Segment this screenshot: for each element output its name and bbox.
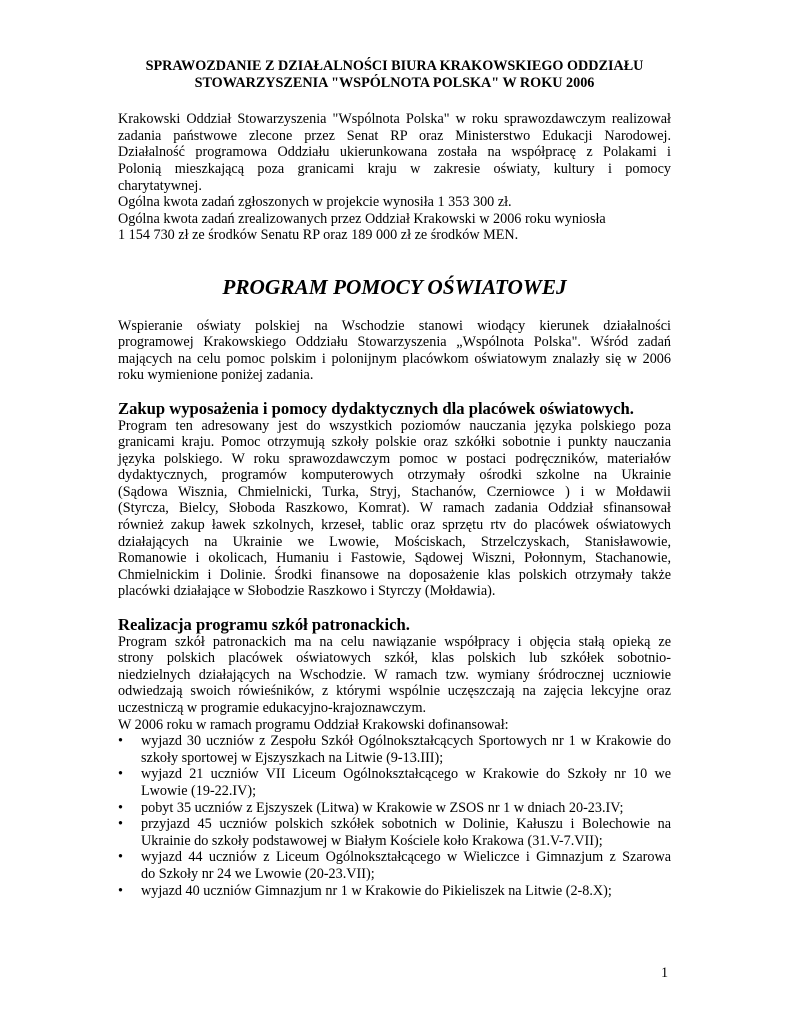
title-line-1: SPRAWOZDANIE Z DZIAŁALNOŚCI BIURA KRAKOWSKIEGO ODDZIAŁU (145, 58, 644, 74)
program-line: Wspieranie oświaty polskiej na Wschodzie stanowi wiodący kierunek działalności (118, 317, 671, 334)
list-item (118, 816, 671, 849)
document-page (118, 58, 671, 899)
list-item (118, 766, 671, 799)
intro-line: charytatywnej. (118, 177, 202, 194)
section-patronage-line: niedzielnych działających na Wschodzie. W ramach tzw. wymiany śródrocznej uczniowie (118, 666, 671, 683)
list-item (118, 849, 671, 882)
section-patronage-intro-line: W 2006 roku w ramach programu Oddział Krakowski dofinansował: (118, 716, 509, 733)
program-line: mających na celu pomoc polskim i polonijnym placówkom oświatowym znalazły się w 2006 (118, 350, 671, 367)
exchange-list (118, 733, 671, 899)
section-equipment-line: języka polskiego. W roku sprawozdawczym pomoc w postaci podręczników, materiałów (118, 450, 671, 467)
list-item-line: pobyt 35 uczniów z Ejszyszek (Litwa) w Krakowie w ZSOS nr 1 w dniach 20-23.IV; (141, 799, 624, 816)
list-item-line: Ukrainie do szkoły podstawowej w Białym Kościele koło Krakowa (31.V-7.VII); (141, 832, 603, 849)
section-patronage-paragraph (118, 634, 671, 734)
funding-sources-line: 1 154 730 zł ze środków Senatu RP oraz 189 000 zł ze środków MEN. (118, 227, 519, 244)
program-paragraph (118, 318, 671, 384)
list-item-line: do Szkoły nr 24 we Lwowie (20-23.VII); (141, 865, 375, 882)
list-item-line: Lwowie (19-22.IV); (141, 782, 257, 799)
list-item (118, 733, 671, 766)
section-equipment-line: dydaktycznych, programów komputerowych otrzymały ośrodki szkolne na Ukrainie (118, 467, 671, 484)
section-equipment-heading: Zakup wyposażenia i pomocy dydaktycznych dla placówek oświatowych. (118, 398, 634, 418)
bullet-icon: • (118, 816, 123, 833)
bullet-icon: • (118, 882, 123, 899)
list-item (118, 883, 671, 900)
section-equipment-line: działających na Ukrainie we Lwowie, Mościskach, Strzelczyskach, Stanisławowie, (118, 533, 671, 550)
bullet-icon: • (118, 766, 123, 783)
total-declared-line: Ogólna kwota zadań zgłoszonych w projekcie wynosiła 1 353 300 zł. (118, 194, 512, 211)
program-line: programowej Krakowskiego Oddziału Stowarzyszenia „Wspólnota Polska". Wśród zadań (118, 334, 671, 351)
list-item-line: wyjazd 40 uczniów Gimnazjum nr 1 w Krakowie do Pikieliszek na Litwie (2-8.X); (141, 882, 612, 899)
page-number: 1 (661, 965, 669, 981)
intro-line: Krakowski Oddział Stowarzyszenia "Wspólnota Polska" w roku sprawozdawczym realizował (118, 111, 671, 128)
intro-paragraph (118, 111, 671, 244)
section-equipment-line: placówki działające w Słobodzie Raszkowo i Styrczy (Mołdawia). (118, 583, 496, 600)
section-patronage-line: odwiedzają swoich rówieśników, z którymi wspólnie uczęszczają na zajęcia lekcyjne oraz (118, 683, 671, 700)
section-patronage-heading: Realizacja programu szkół patronackich. (118, 615, 410, 635)
total-realized-line: Ogólna kwota zadań zrealizowanych przez Oddział Krakowski w 2006 roku wyniosła (118, 210, 606, 227)
bullet-icon: • (118, 849, 123, 866)
list-item-line: wyjazd 30 uczniów z Zespołu Szkół Ogólnokształcących Sportowych nr 1 w Krakowie do (141, 733, 671, 750)
list-item-line: wyjazd 44 uczniów z Liceum Ogólnokształcącego w Wieliczce i Gimnazjum z Szarowa (141, 849, 671, 866)
intro-line: zadania państwowe zlecone przez Senat RP oraz Ministerstwo Edukacji Narodowej. (118, 127, 671, 144)
section-patronage-line: uczestniczą w programie edukacyjno-krajoznawczym. (118, 700, 427, 716)
intro-line: Działalność programowa Oddziału ukierunkowana została na współpracę z Polakami i (118, 144, 671, 161)
list-item-line: wyjazd 21 uczniów VII Liceum Ogólnokształcącego w Krakowie do Szkoły nr 10 we (141, 766, 671, 783)
section-equipment-line: Romanowie i okolicach, Humaniu i Fastowie, Sądowej Wiszni, Połonnym, Stachanowie, (118, 550, 671, 567)
program-heading: PROGRAM POMOCY OŚWIATOWEJ (222, 274, 567, 299)
section-equipment-line: granicami kraju. Pomoc otrzymują szkoły polskie oraz szkółki sobotnie i punkty nauczania (118, 434, 671, 451)
bullet-icon: • (118, 799, 123, 816)
list-item (118, 800, 671, 817)
bullet-icon: • (118, 733, 123, 750)
program-line: roku wymienione poniżej zadania. (118, 367, 314, 384)
document-title (118, 58, 671, 91)
list-item-line: przyjazd 45 uczniów polskich szkółek sobotnich w Dolinie, Kałuszu i Bolechowie na (141, 816, 671, 833)
section-equipment-paragraph (118, 418, 671, 601)
section-equipment-line: Chmielnickim i Dolinie. Środki finansowe na doposażenie klas polskich otrzymały także (118, 566, 671, 583)
section-equipment-line: (Styrcza, Bielcy, Słoboda Raszkowo, Komrat). W ramach zadania Oddział sfinansował (118, 500, 671, 517)
section-equipment-line: Program ten adresowany jest do wszystkich poziomów nauczania języka polskiego poza (118, 417, 671, 434)
list-item-line: szkoły sportowej w Ejszyszkach na Litwie (9-13.III); (141, 749, 444, 766)
section-patronage-line: Program szkół patronackich ma na celu nawiązanie współpracy i objęcia stałą opieką ze (118, 633, 671, 650)
section-equipment-line: również zakup ławek szkolnych, krzeseł, tablic oraz sprzętu rtv do placówek oświatowych (118, 517, 671, 534)
intro-line: Polonią mieszkającą poza granicami kraju w zakresie oświaty, kultury i pomocy (118, 160, 671, 177)
title-line-2: STOWARZYSZENIA "WSPÓLNOTA POLSKA" W ROKU 2006 (194, 74, 595, 91)
section-equipment-line: (Sądowa Wisznia, Chmielnicki, Turka, Stryj, Stachanów, Czerniowce ) i w Mołdawii (118, 483, 671, 500)
section-patronage-line: strony polskich placówek oświatowych szkół, klas polskich lub szkółek sobotnio- (118, 650, 671, 667)
